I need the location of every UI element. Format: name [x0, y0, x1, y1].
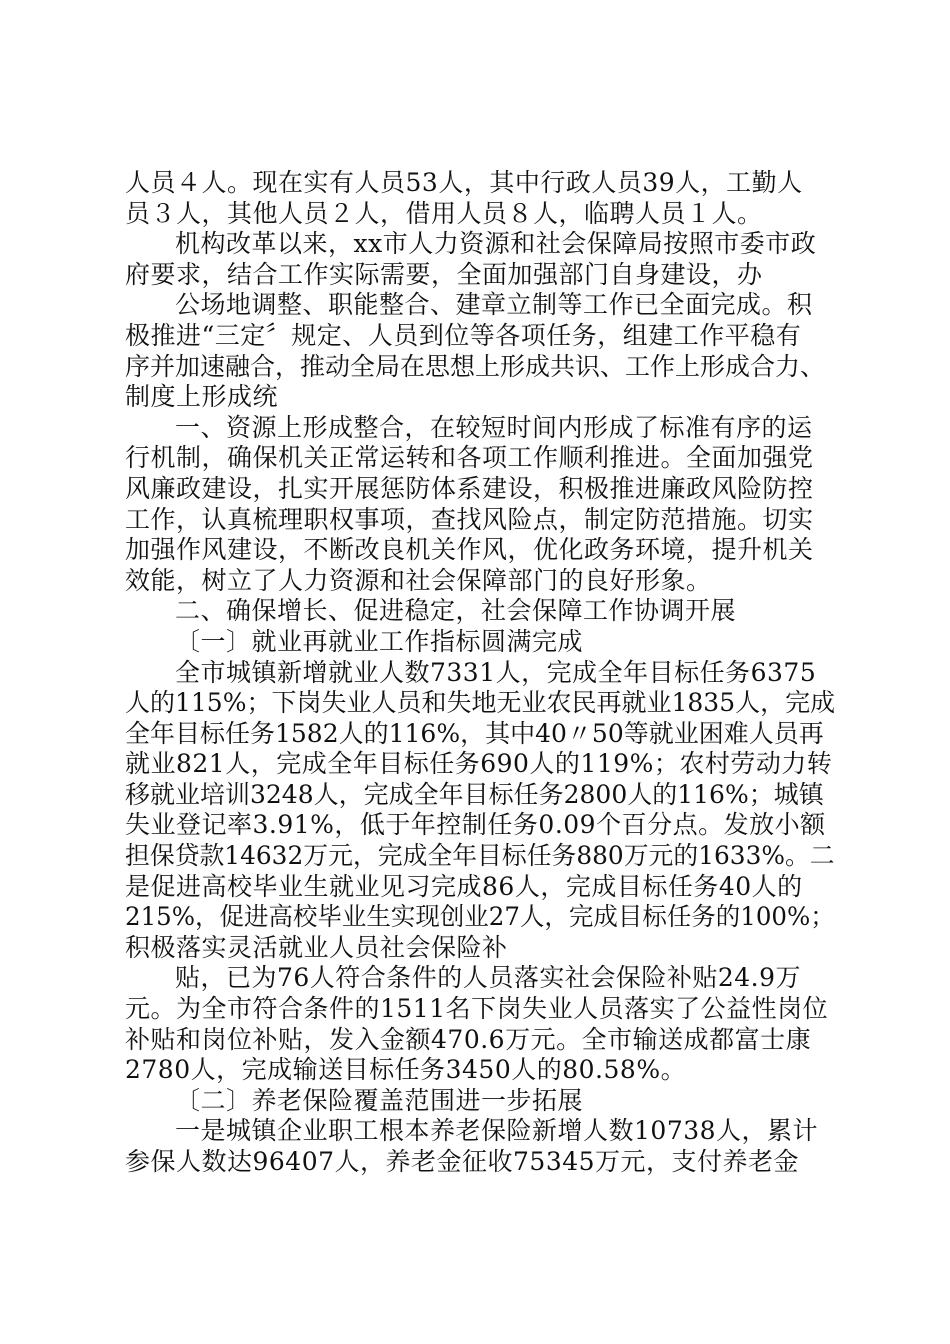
subsection-heading: 〔二〕养老保险覆盖范围进一步拓展	[175, 1085, 584, 1115]
text-line: 工作，认真梳理职权事项，查找风险点，制定防范措施。切实	[125, 504, 814, 534]
text-line: 担保贷款14632万元，完成全年目标任务880万元的1633%。二	[125, 841, 835, 871]
text-line: 补贴和岗位补贴，发入金额470.6万元。全市输送成都富士康	[125, 1024, 812, 1054]
text-line: 就业821人，完成全年目标任务690人的119%；农村劳动力转	[125, 749, 833, 779]
text-line: 积极落实灵活就业人员社会保险补	[125, 932, 508, 962]
text-line: 公场地调整、职能整合、建章立制等工作已全面完成。积	[175, 290, 813, 320]
text-line: 序并加速融合，推动全局在思想上形成共识、工作上形成合力、	[125, 351, 826, 381]
text-line: 元。为全市符合条件的1511名下岗失业人员落实了公益性岗位	[125, 994, 829, 1024]
text-line: 2780人，完成输送目标任务3450人的80.58%。	[125, 1055, 687, 1085]
section-heading: 二、确保增长、促进稳定，社会保障工作协调开展	[175, 596, 737, 626]
text-line: 效能，树立了人力资源和社会保障部门的良好形象。	[125, 565, 712, 595]
text-line: 移就业培训3248人，完成全年目标任务2800人的116%；城镇	[125, 779, 824, 809]
text-line: 贴，已为76人符合条件的人员落实社会保险补贴24.9万	[175, 963, 801, 993]
text-line: 行机制，确保机关正常运转和各项工作顺利推进。全面加强党	[125, 443, 814, 473]
text-line: 制度上形成统	[125, 382, 279, 412]
text-line: 极推进“三定〞规定、人员到位等各项任务，组建工作平稳有	[125, 320, 802, 350]
text-line: 失业登记率3.91%，低于年控制任务0.09个百分点。发放小额	[125, 810, 826, 840]
text-line: 一是城镇企业职工根本养老保险新增人数10738人，累计	[175, 1116, 819, 1146]
text-line: 人的115%；下岗失业人员和失地无业农民再就业1835人，完成	[125, 688, 836, 718]
text-line: 府要求，结合工作实际需要，全面加强部门自身建设，办	[125, 259, 763, 289]
text-line: 全市城镇新增就业人数7331人，完成全年目标任务6375	[175, 657, 817, 687]
text-line: 员３人，其他人员２人，借用人员８人，临聘人员１人。	[125, 198, 763, 228]
text-line: 风廉政建设，扎实开展惩防体系建设，积极推进廉政风险防控	[125, 473, 814, 503]
text-line: 215%，促进高校毕业生实现创业27人，完成目标任务的100%；	[125, 902, 835, 932]
text-line: 机构改革以来，xx市人力资源和社会保障局按照市委市政	[175, 229, 817, 259]
text-line: 加强作风建设，不断改良机关作风，优化政务环境，提升机关	[125, 535, 814, 565]
text-line: 人员４人。现在实有人员53人，其中行政人员39人，工勤人	[125, 168, 803, 197]
text-line: 一、资源上形成整合，在较短时间内形成了标准有序的运	[175, 412, 813, 442]
document-body	[125, 168, 835, 1178]
text-line: 参保人数达96407人，养老金征收75345万元，支付养老金	[125, 1147, 800, 1176]
subsection-heading: 〔一〕就业再就业工作指标圆满完成	[175, 626, 584, 656]
text-line: 是促进高校毕业生就业见习完成86人，完成目标任务40人的	[125, 871, 803, 901]
text-line: 全年目标任务1582人的116%，其中40〃50等就业困难人员再	[125, 718, 824, 748]
